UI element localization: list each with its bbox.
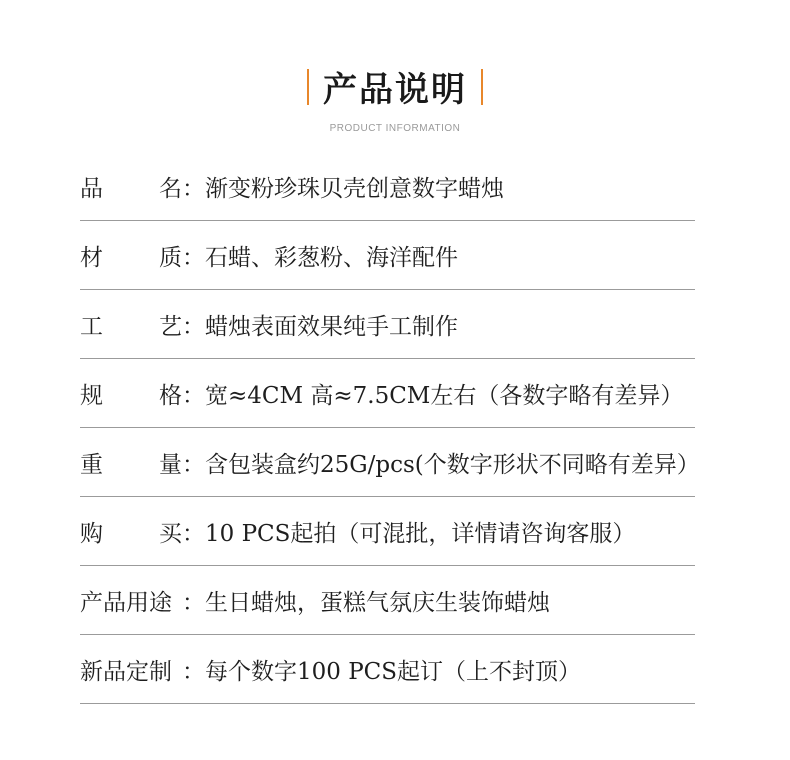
spec-value: 石蜡、彩葱粉、海洋配件 [205,244,458,271]
spec-value: 含包装盒约25G/pcs(个数字形状不同略有差异） [205,451,700,478]
label-char: 规 [80,382,103,409]
label-char: 格 [159,382,182,409]
spec-colon: ： [182,451,205,478]
spec-list [80,152,700,704]
spec-row-purchase [80,497,695,566]
label-char: 工 [80,313,103,340]
spec-label [80,515,182,548]
spec-colon: ： [182,520,205,547]
spec-label [80,377,182,410]
spec-colon: ： [182,658,205,685]
label-char: 量 [159,451,182,478]
spec-label: 产品用途 [80,589,172,616]
spec-row-custom [80,635,695,704]
label-char: 品 [80,175,103,202]
spec-label [80,446,182,479]
title-wrap [307,62,483,111]
spec-value: 10 PCS起拍（可混批，详情请咨询客服） [205,520,636,547]
spec-row-material [80,221,695,290]
spec-colon: ： [182,313,205,340]
spec-colon: ： [182,382,205,409]
spec-row-size [80,359,695,428]
spec-value: 蜡烛表面效果纯手工制作 [205,313,458,340]
spec-label [80,239,182,272]
spec-label [80,170,182,203]
section-header [0,62,790,134]
spec-value: 渐变粉珍珠贝壳创意数字蜡烛 [205,175,504,202]
left-accent-bar [307,69,309,105]
spec-colon: ： [182,175,205,202]
page-subtitle: PRODUCT INFORMATION [329,123,461,134]
spec-row-usage [80,566,695,635]
spec-colon: ： [182,589,205,616]
right-accent-bar [481,69,483,105]
spec-row-craft [80,290,695,359]
label-char: 艺 [159,313,182,340]
label-char: 质 [159,244,182,271]
label-char: 材 [80,244,103,271]
label-char: 买 [159,520,182,547]
label-char: 名 [159,175,182,202]
spec-value: 生日蜡烛，蛋糕气氛庆生装饰蜡烛 [205,589,550,616]
spec-label: 新品定制 [80,658,172,685]
spec-label [80,308,182,341]
page-title: 产品说明 [323,70,467,110]
spec-row-weight [80,428,700,497]
label-char: 购 [80,520,103,547]
spec-colon: ： [182,244,205,271]
label-char: 重 [80,451,103,478]
spec-row-name [80,152,695,221]
spec-value: 宽≈4CM 高≈7.5CM左右（各数字略有差异） [205,382,684,409]
spec-value: 每个数字100 PCS起订（上不封顶） [205,658,582,685]
